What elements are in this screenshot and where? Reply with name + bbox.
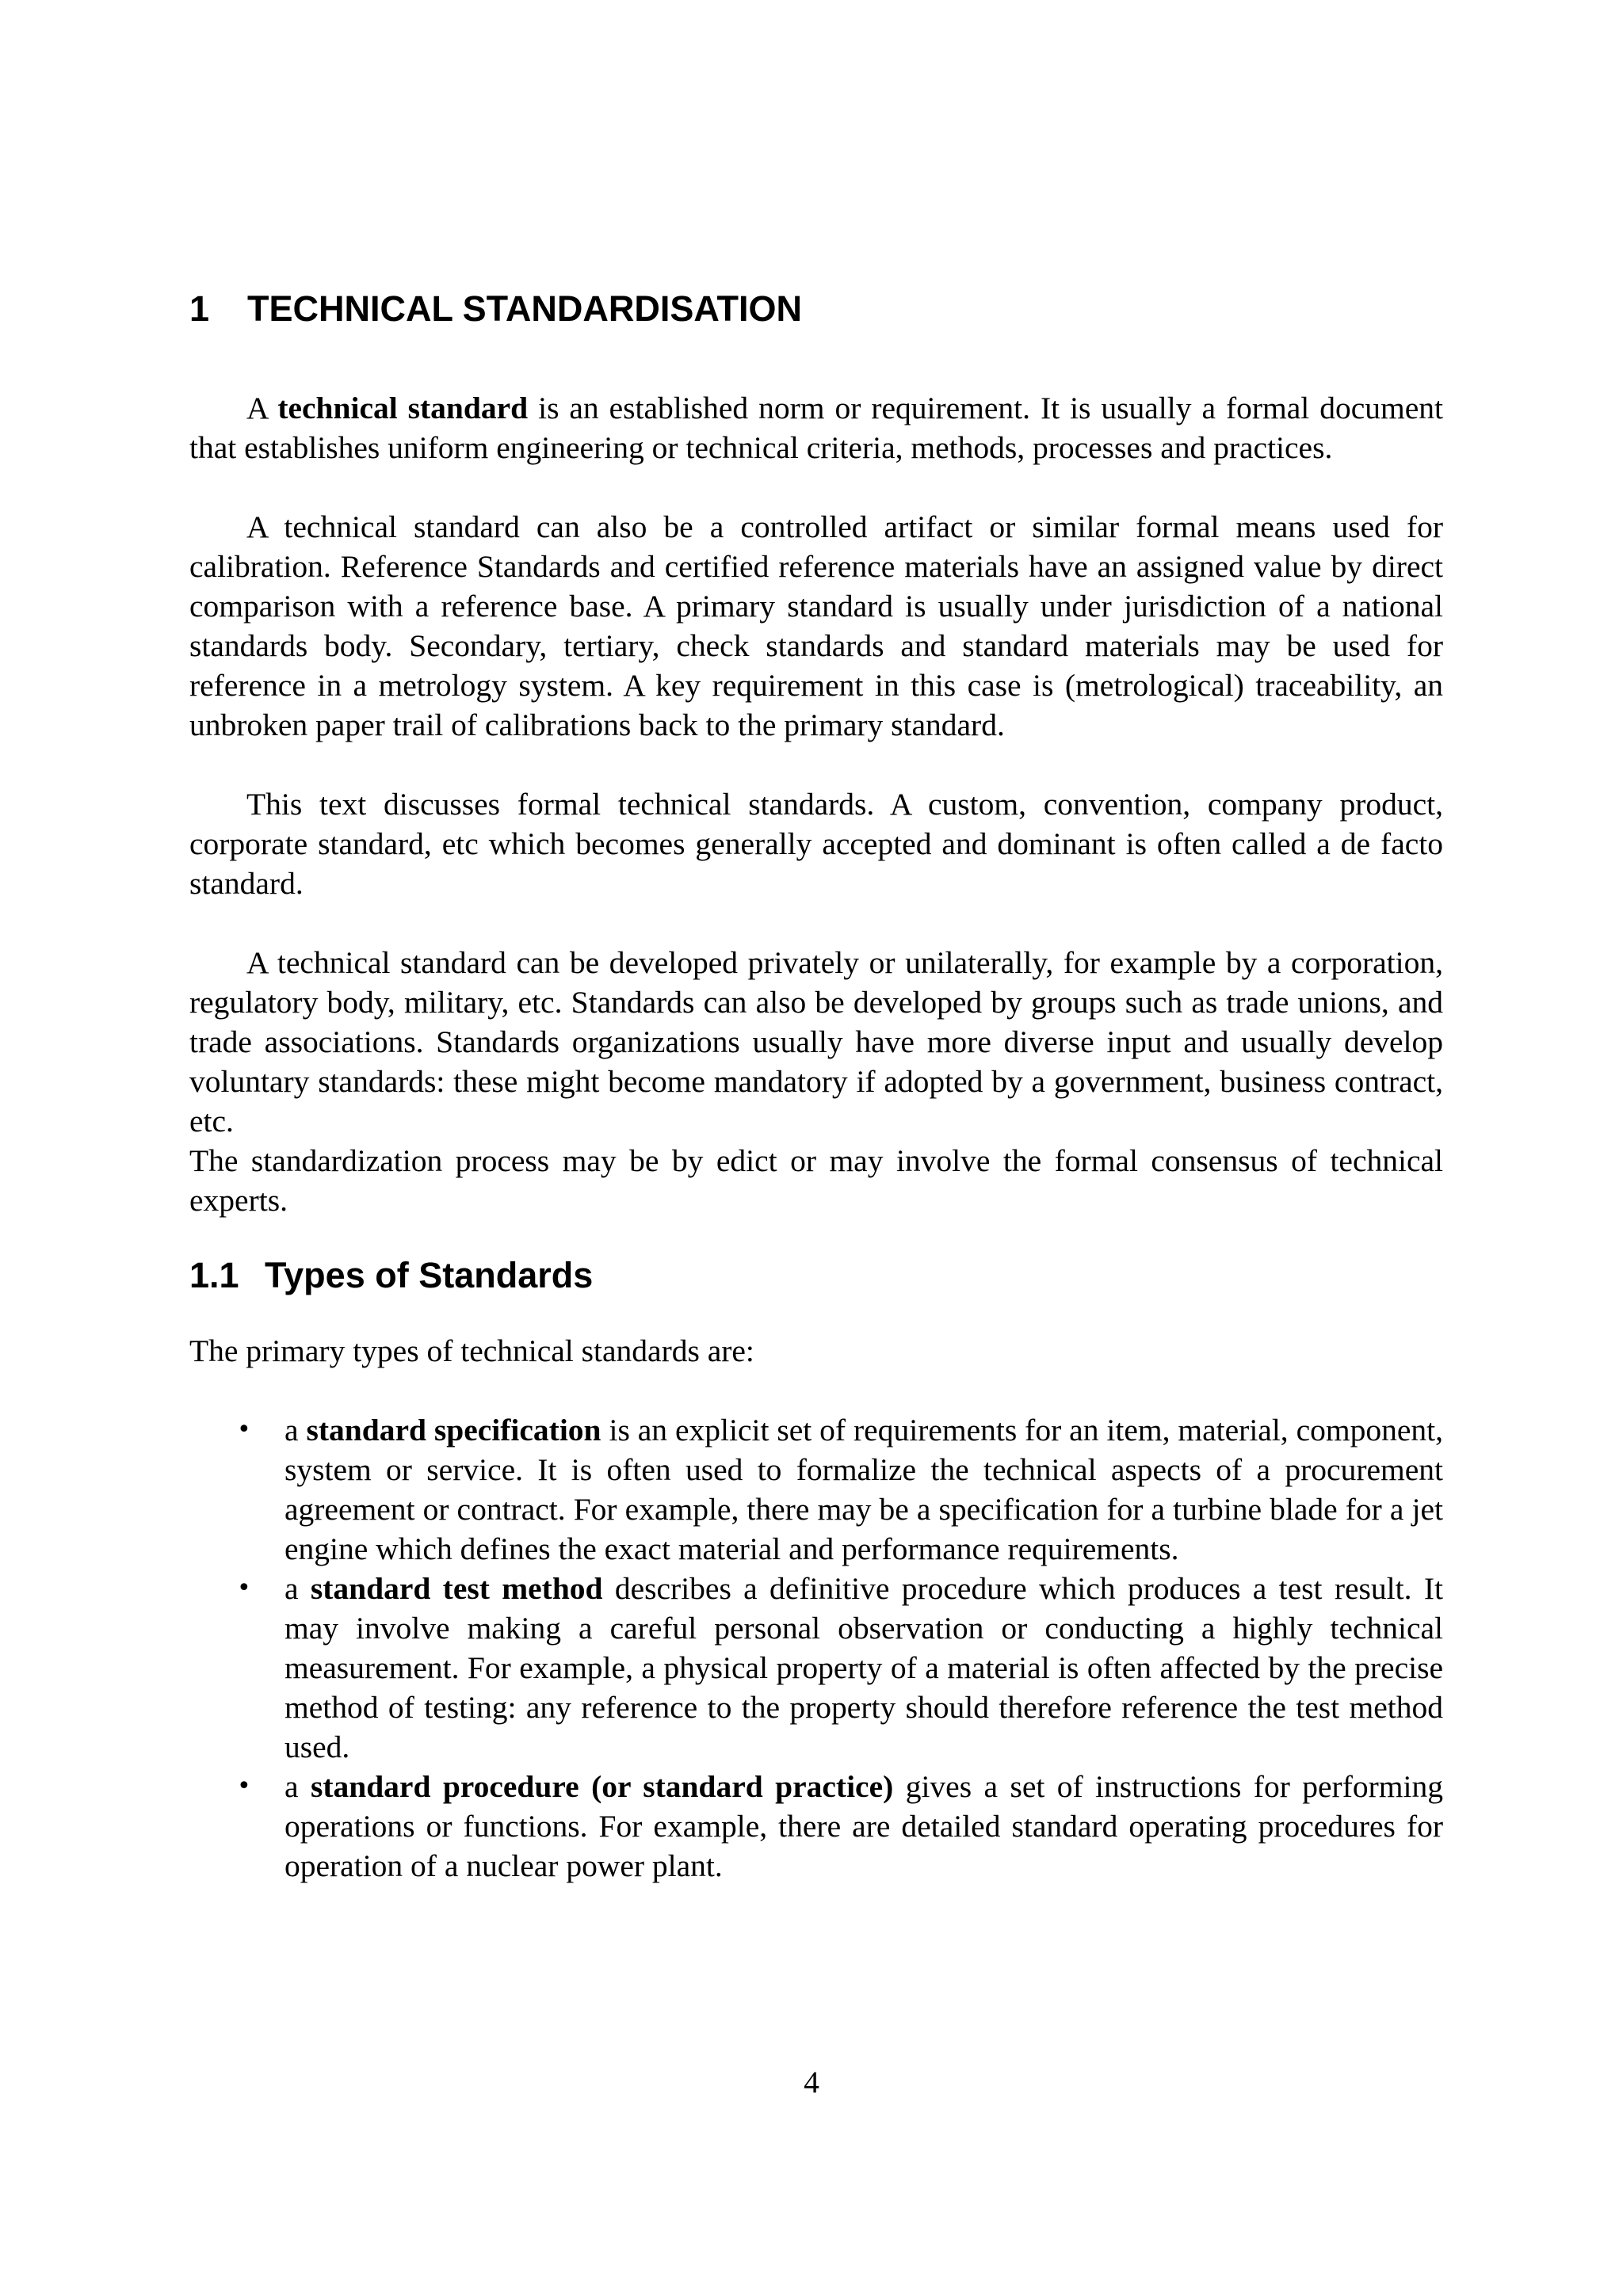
types-intro: The primary types of technical standards are: bbox=[189, 1333, 754, 1368]
list-item bbox=[189, 1767, 1443, 1886]
term-technical-standard: technical standard bbox=[277, 391, 529, 425]
list-item-start: a bbox=[285, 1769, 311, 1804]
types-list bbox=[189, 1410, 1443, 1886]
subsection-number: 1.1 bbox=[189, 1255, 239, 1295]
document-page bbox=[189, 285, 1443, 1886]
bullet-icon: • bbox=[237, 1416, 251, 1444]
list-item bbox=[189, 1410, 1443, 1569]
paragraph-standardization-process: The standardization process may be by edict or may involve the formal consensus of technical experts. bbox=[189, 1143, 1443, 1218]
bullet-icon: • bbox=[237, 1574, 251, 1602]
bullet-icon: • bbox=[237, 1772, 251, 1800]
paragraph-definition-start: A bbox=[246, 391, 278, 425]
paragraph-definition-rest: is an established norm or requirement. It is usually a formal document that establishes uniform engineering or technical criteria, methods, processes and practices. bbox=[189, 391, 1443, 465]
section-title: TECHNICAL STANDARDISATION bbox=[247, 288, 802, 329]
list-item-rest: gives a set of instructions for performing operations or functions. For example, there are detailed standard operating procedures for operation of a nuclear power plant. bbox=[285, 1769, 1443, 1883]
section-number: 1 bbox=[189, 288, 210, 329]
term-standard-specification: standard specification bbox=[306, 1413, 601, 1447]
page-number: 4 bbox=[804, 2065, 819, 2100]
paragraph-calibration: A technical standard can also be a controlled artifact or similar formal means used for calibration. Reference Standards and certified reference materials have an assigned value by direct comparison with a reference base. A primary standard is usually under jurisdiction of a national standards body. Secondary, tertiary, check standards and standard materials may be used for reference in a metrology system. A key requirement in this case is (metrological) traceability, an unbroken paper trail of calibrations back to the primary standard. bbox=[189, 509, 1443, 742]
list-item-rest: describes a definitive procedure which produces a test result. It may involve making a careful personal observation or conducting a highly technical measurement. For example, a physical property of a material is often affected by the precise method of testing: any reference to the property should therefore reference the test method used. bbox=[285, 1571, 1443, 1764]
section-heading bbox=[189, 285, 1443, 333]
list-item-start: a bbox=[285, 1571, 311, 1606]
term-standard-test-method: standard test method bbox=[310, 1571, 603, 1606]
list-item-start: a bbox=[285, 1413, 307, 1447]
list-item bbox=[189, 1569, 1443, 1767]
paragraph-de-facto: This text discusses formal technical standards. A custom, convention, company product, corporate standard, etc which becomes generally accepted and dominant is often called a de facto standard. bbox=[189, 787, 1443, 901]
paragraph-development: A technical standard can be developed privately or unilaterally, for example by a corporation, regulatory body, military, etc. Standards can also be developed by groups such as trade unions, and trade associations. Standards organizations usually have more diverse input and usually develop voluntary standards: these might become mandatory if adopted by a government, business contract, etc. bbox=[189, 945, 1443, 1138]
list-item-rest: is an explicit set of requirements for an item, material, component, system or service. It is often used to formalize the technical aspects of a procurement agreement or contract. For example, there may be a specification for a turbine blade for a jet engine which defines the exact material and performance requirements. bbox=[285, 1413, 1443, 1566]
subsection-title: Types of Standards bbox=[265, 1255, 594, 1295]
paragraph-definition bbox=[189, 388, 1443, 467]
term-standard-procedure: standard procedure (or standard practice) bbox=[310, 1769, 894, 1804]
subsection-heading bbox=[189, 1252, 1443, 1299]
